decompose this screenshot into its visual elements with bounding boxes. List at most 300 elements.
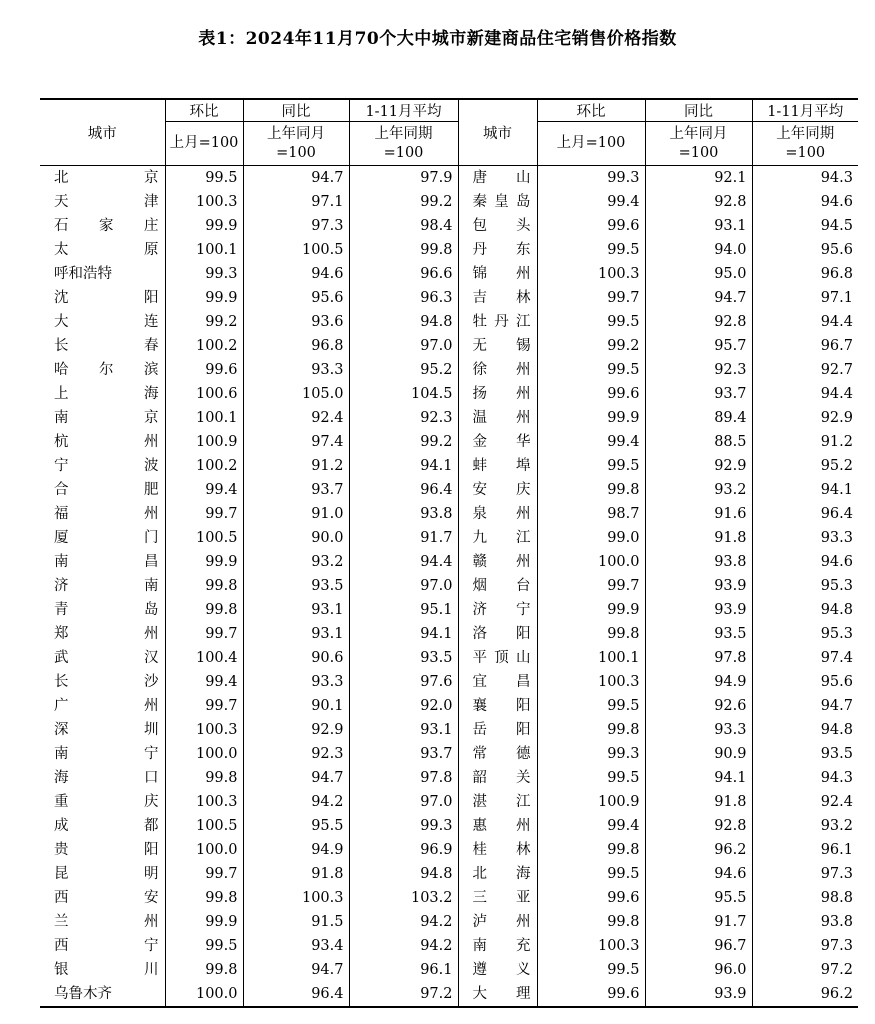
avg-cell: 95.3	[752, 574, 858, 598]
table-row	[40, 550, 858, 574]
yoy-cell: 105.0	[243, 382, 349, 406]
city-cell	[40, 598, 165, 622]
table-row	[40, 190, 858, 214]
yoy-cell: 93.2	[645, 478, 752, 502]
yoy-cell: 93.8	[645, 550, 752, 574]
mom-cell: 99.8	[537, 478, 645, 502]
city-cell	[40, 982, 165, 1007]
city-name: 重庆	[54, 794, 159, 810]
yoy-cell: 94.6	[243, 262, 349, 286]
avg-cell: 94.2	[349, 934, 458, 958]
avg-cell: 91.2	[752, 430, 858, 454]
mom-cell: 99.6	[537, 982, 645, 1007]
yoy-cell: 92.6	[645, 694, 752, 718]
yoy-base-left: 上年同月 =100	[243, 122, 349, 166]
yoy-cell: 93.3	[243, 670, 349, 694]
yoy-cell: 92.1	[645, 166, 752, 191]
yoy-cell: 97.3	[243, 214, 349, 238]
city-name: 昆明	[54, 866, 159, 882]
yoy-cell: 91.7	[645, 910, 752, 934]
mom-cell: 99.9	[165, 910, 243, 934]
city-name: 呼和浩特	[54, 266, 112, 282]
city-name: 海口	[54, 770, 159, 786]
avg-cell: 97.3	[752, 862, 858, 886]
city-cell	[458, 238, 537, 262]
mom-cell: 100.1	[537, 646, 645, 670]
table-row	[40, 766, 858, 790]
city-cell	[40, 454, 165, 478]
city-cell	[40, 406, 165, 430]
city-cell	[40, 886, 165, 910]
avg-cell: 92.7	[752, 358, 858, 382]
yoy-cell: 96.0	[645, 958, 752, 982]
city-cell	[458, 214, 537, 238]
city-cell	[458, 694, 537, 718]
mom-cell: 100.1	[165, 406, 243, 430]
city-name: 沈阳	[54, 290, 159, 306]
city-cell	[40, 718, 165, 742]
mom-cell: 99.9	[537, 598, 645, 622]
mom-cell: 99.2	[537, 334, 645, 358]
yoy-cell: 93.7	[243, 478, 349, 502]
avg-cell: 96.9	[349, 838, 458, 862]
table-row	[40, 310, 858, 334]
yoy-column-header-right: 同比	[645, 99, 752, 122]
city-name: 岳阳	[472, 722, 531, 738]
avg-cell: 94.7	[752, 694, 858, 718]
mom-cell: 99.4	[165, 478, 243, 502]
mom-cell: 100.3	[165, 718, 243, 742]
city-cell	[40, 502, 165, 526]
table-row	[40, 382, 858, 406]
price-index-table	[40, 98, 858, 1008]
yoy-cell: 95.5	[243, 814, 349, 838]
mom-cell: 99.5	[537, 238, 645, 262]
city-name: 郑州	[54, 626, 159, 642]
city-name: 大连	[54, 314, 159, 330]
city-cell	[40, 574, 165, 598]
city-name: 包头	[472, 218, 531, 234]
yoy-cell: 93.9	[645, 598, 752, 622]
table-body	[40, 166, 858, 1008]
yoy-cell: 96.2	[645, 838, 752, 862]
mom-cell: 99.7	[165, 694, 243, 718]
avg-cell: 94.8	[349, 862, 458, 886]
city-cell	[40, 238, 165, 262]
yoy-cell: 91.5	[243, 910, 349, 934]
avg-cell: 97.6	[349, 670, 458, 694]
mom-cell: 100.1	[165, 238, 243, 262]
yoy-cell: 92.8	[645, 310, 752, 334]
avg-cell: 95.2	[349, 358, 458, 382]
city-cell	[40, 766, 165, 790]
yoy-cell: 93.1	[645, 214, 752, 238]
yoy-cell: 97.4	[243, 430, 349, 454]
yoy-cell: 92.3	[243, 742, 349, 766]
city-name: 常德	[472, 746, 531, 762]
mom-cell: 98.7	[537, 502, 645, 526]
yoy-cell: 97.8	[645, 646, 752, 670]
city-name: 桂林	[472, 842, 531, 858]
avg-base-left: 上年同期 =100	[349, 122, 458, 166]
table-row	[40, 958, 858, 982]
table-row	[40, 694, 858, 718]
city-cell	[40, 814, 165, 838]
yoy-cell: 95.0	[645, 262, 752, 286]
mom-cell: 99.8	[537, 718, 645, 742]
avg-base-right: 上年同期 =100	[752, 122, 858, 166]
city-name: 宁波	[54, 458, 159, 474]
avg-cell: 97.2	[349, 982, 458, 1007]
avg-cell: 94.4	[752, 382, 858, 406]
city-name: 合肥	[54, 482, 159, 498]
mom-cell: 100.9	[537, 790, 645, 814]
city-cell	[458, 358, 537, 382]
city-cell	[40, 358, 165, 382]
mom-cell: 100.9	[165, 430, 243, 454]
yoy-cell: 95.5	[645, 886, 752, 910]
city-name: 西宁	[54, 938, 159, 954]
yoy-cell: 92.8	[645, 190, 752, 214]
yoy-cell: 92.3	[645, 358, 752, 382]
city-name: 济南	[54, 578, 159, 594]
city-name: 长沙	[54, 674, 159, 690]
mom-cell: 99.3	[165, 262, 243, 286]
mom-cell: 99.5	[165, 934, 243, 958]
city-name: 赣州	[472, 554, 531, 570]
city-cell	[40, 478, 165, 502]
avg-cell: 92.9	[752, 406, 858, 430]
mom-cell: 99.5	[537, 454, 645, 478]
city-name: 青岛	[54, 602, 159, 618]
city-cell	[40, 334, 165, 358]
avg-cell: 96.1	[349, 958, 458, 982]
avg-cell: 95.6	[752, 238, 858, 262]
mom-cell: 99.8	[165, 574, 243, 598]
mom-cell: 99.5	[165, 166, 243, 191]
yoy-cell: 91.6	[645, 502, 752, 526]
city-name: 锦州	[472, 266, 531, 282]
avg-cell: 94.8	[349, 310, 458, 334]
yoy-cell: 94.9	[243, 838, 349, 862]
city-name: 南充	[472, 938, 531, 954]
city-cell	[458, 670, 537, 694]
city-cell	[40, 934, 165, 958]
mom-cell: 99.9	[165, 286, 243, 310]
city-cell	[458, 886, 537, 910]
table-row	[40, 622, 858, 646]
yoy-cell: 91.8	[645, 526, 752, 550]
avg-cell: 94.4	[349, 550, 458, 574]
city-cell	[40, 646, 165, 670]
yoy-cell: 93.5	[243, 574, 349, 598]
city-cell	[40, 694, 165, 718]
city-name: 石家庄	[54, 218, 159, 234]
mom-base-right: 上月=100	[537, 122, 645, 166]
city-name: 唐山	[472, 170, 531, 186]
city-name: 牡丹江	[472, 314, 531, 330]
mom-column-header-left: 环比	[165, 99, 243, 122]
city-name: 南宁	[54, 746, 159, 762]
city-cell	[458, 334, 537, 358]
city-column-header-right: 城市	[458, 99, 537, 166]
city-name: 兰州	[54, 914, 159, 930]
avg-cell: 94.6	[752, 190, 858, 214]
mom-cell: 99.6	[537, 214, 645, 238]
city-cell	[40, 286, 165, 310]
city-name: 徐州	[472, 362, 531, 378]
city-name: 杭州	[54, 434, 159, 450]
avg-cell: 94.5	[752, 214, 858, 238]
yoy-column-header-left: 同比	[243, 99, 349, 122]
avg-cell: 96.7	[752, 334, 858, 358]
table-row	[40, 718, 858, 742]
mom-cell: 99.9	[165, 550, 243, 574]
mom-cell: 100.0	[165, 982, 243, 1007]
table-row	[40, 286, 858, 310]
mom-cell: 99.5	[537, 958, 645, 982]
avg-cell: 99.8	[349, 238, 458, 262]
city-cell	[40, 622, 165, 646]
city-cell	[458, 550, 537, 574]
mom-cell: 99.3	[537, 742, 645, 766]
mom-cell: 99.5	[537, 694, 645, 718]
yoy-cell: 92.9	[645, 454, 752, 478]
avg-cell: 93.1	[349, 718, 458, 742]
mom-cell: 99.6	[537, 886, 645, 910]
avg-cell: 97.0	[349, 574, 458, 598]
city-name: 厦门	[54, 530, 159, 546]
yoy-cell: 94.7	[645, 286, 752, 310]
city-cell	[40, 214, 165, 238]
avg-cell: 94.1	[349, 622, 458, 646]
city-name: 北海	[472, 866, 531, 882]
city-name: 成都	[54, 818, 159, 834]
city-name: 哈尔滨	[54, 362, 159, 378]
city-name: 金华	[472, 434, 531, 450]
mom-cell: 100.3	[165, 190, 243, 214]
city-column-header-left: 城市	[40, 99, 165, 166]
city-name: 安庆	[472, 482, 531, 498]
city-cell	[458, 406, 537, 430]
city-name: 无锡	[472, 338, 531, 354]
avg-cell: 104.5	[349, 382, 458, 406]
mom-column-header-right: 环比	[537, 99, 645, 122]
avg-cell: 94.3	[752, 766, 858, 790]
city-cell	[40, 430, 165, 454]
mom-cell: 99.5	[537, 310, 645, 334]
yoy-cell: 90.0	[243, 526, 349, 550]
mom-cell: 99.0	[537, 526, 645, 550]
avg-column-header-left: 1-11月平均	[349, 99, 458, 122]
city-name: 宜昌	[472, 674, 531, 690]
mom-cell: 100.2	[165, 334, 243, 358]
avg-cell: 99.2	[349, 430, 458, 454]
avg-cell: 96.8	[752, 262, 858, 286]
yoy-cell: 94.1	[645, 766, 752, 790]
mom-cell: 99.8	[165, 766, 243, 790]
city-name: 温州	[472, 410, 531, 426]
city-cell	[458, 478, 537, 502]
mom-cell: 100.0	[165, 742, 243, 766]
yoy-cell: 93.4	[243, 934, 349, 958]
avg-cell: 95.1	[349, 598, 458, 622]
city-cell	[458, 574, 537, 598]
yoy-cell: 92.4	[243, 406, 349, 430]
table-row	[40, 430, 858, 454]
city-name: 长春	[54, 338, 159, 354]
city-cell	[458, 454, 537, 478]
city-name: 广州	[54, 698, 159, 714]
avg-cell: 94.8	[752, 598, 858, 622]
city-name: 蚌埠	[472, 458, 531, 474]
yoy-cell: 93.1	[243, 598, 349, 622]
city-name: 北京	[54, 170, 159, 186]
mom-cell: 100.3	[537, 670, 645, 694]
city-cell	[458, 982, 537, 1007]
city-name: 扬州	[472, 386, 531, 402]
avg-cell: 103.2	[349, 886, 458, 910]
avg-cell: 97.1	[752, 286, 858, 310]
city-name: 烟台	[472, 578, 531, 594]
mom-cell: 100.3	[165, 790, 243, 814]
city-cell	[40, 790, 165, 814]
yoy-cell: 97.1	[243, 190, 349, 214]
avg-cell: 95.2	[752, 454, 858, 478]
table-row	[40, 574, 858, 598]
avg-cell: 97.9	[349, 166, 458, 191]
mom-cell: 99.6	[165, 358, 243, 382]
yoy-cell: 94.9	[645, 670, 752, 694]
yoy-cell: 96.7	[645, 934, 752, 958]
city-name: 九江	[472, 530, 531, 546]
city-cell	[458, 790, 537, 814]
yoy-cell: 94.2	[243, 790, 349, 814]
avg-cell: 94.4	[752, 310, 858, 334]
avg-cell: 94.2	[349, 910, 458, 934]
city-name: 襄阳	[472, 698, 531, 714]
city-name: 南昌	[54, 554, 159, 570]
avg-cell: 99.3	[349, 814, 458, 838]
city-cell	[458, 166, 537, 191]
table-row	[40, 862, 858, 886]
mom-cell: 100.5	[165, 526, 243, 550]
avg-cell: 97.8	[349, 766, 458, 790]
table-row	[40, 838, 858, 862]
city-name: 平顶山	[472, 650, 531, 666]
city-cell	[458, 646, 537, 670]
yoy-cell: 95.6	[243, 286, 349, 310]
yoy-cell: 96.8	[243, 334, 349, 358]
avg-cell: 94.1	[349, 454, 458, 478]
table-row	[40, 982, 858, 1007]
mom-cell: 99.7	[165, 862, 243, 886]
city-name: 西安	[54, 890, 159, 906]
city-name: 银川	[54, 962, 159, 978]
city-name: 遵义	[472, 962, 531, 978]
table-row	[40, 334, 858, 358]
mom-cell: 100.6	[165, 382, 243, 406]
city-name: 武汉	[54, 650, 159, 666]
city-cell	[40, 910, 165, 934]
yoy-cell: 93.7	[645, 382, 752, 406]
yoy-cell: 88.5	[645, 430, 752, 454]
avg-cell: 97.3	[752, 934, 858, 958]
yoy-cell: 93.3	[645, 718, 752, 742]
avg-cell: 94.6	[752, 550, 858, 574]
mom-cell: 100.0	[537, 550, 645, 574]
city-name: 大理	[472, 986, 531, 1002]
mom-cell: 99.3	[537, 166, 645, 191]
yoy-cell: 96.4	[243, 982, 349, 1007]
avg-cell: 96.6	[349, 262, 458, 286]
city-cell	[458, 766, 537, 790]
table-row	[40, 742, 858, 766]
table-row	[40, 598, 858, 622]
city-cell	[40, 382, 165, 406]
mom-cell: 99.7	[165, 502, 243, 526]
mom-cell: 99.8	[537, 838, 645, 862]
city-cell	[40, 526, 165, 550]
avg-cell: 92.3	[349, 406, 458, 430]
table-row	[40, 886, 858, 910]
mom-cell: 99.4	[537, 190, 645, 214]
avg-cell: 97.2	[752, 958, 858, 982]
avg-cell: 95.3	[752, 622, 858, 646]
yoy-cell: 94.6	[645, 862, 752, 886]
mom-cell: 100.3	[537, 262, 645, 286]
city-name: 三亚	[472, 890, 531, 906]
avg-column-header-right: 1-11月平均	[752, 99, 858, 122]
city-cell	[40, 310, 165, 334]
table-row	[40, 358, 858, 382]
yoy-cell: 91.8	[243, 862, 349, 886]
mom-cell: 100.0	[165, 838, 243, 862]
city-cell	[458, 262, 537, 286]
mom-cell: 99.7	[537, 286, 645, 310]
city-cell	[458, 286, 537, 310]
yoy-cell: 90.1	[243, 694, 349, 718]
mom-cell: 99.4	[537, 430, 645, 454]
mom-cell: 99.6	[537, 382, 645, 406]
mom-cell: 99.9	[165, 214, 243, 238]
city-name: 秦皇岛	[472, 194, 531, 210]
city-cell	[458, 814, 537, 838]
city-cell	[40, 958, 165, 982]
avg-cell: 93.3	[752, 526, 858, 550]
city-cell	[458, 430, 537, 454]
yoy-cell: 89.4	[645, 406, 752, 430]
mom-cell: 99.4	[165, 670, 243, 694]
mom-cell: 100.4	[165, 646, 243, 670]
mom-cell: 99.5	[537, 358, 645, 382]
page-title: 表1：2024年11月70个大中城市新建商品住宅销售价格指数	[198, 29, 677, 49]
yoy-cell: 93.3	[243, 358, 349, 382]
mom-cell: 99.7	[537, 574, 645, 598]
yoy-cell: 92.8	[645, 814, 752, 838]
yoy-cell: 94.7	[243, 958, 349, 982]
city-cell	[40, 550, 165, 574]
avg-cell: 95.6	[752, 670, 858, 694]
avg-cell: 92.4	[752, 790, 858, 814]
city-cell	[40, 190, 165, 214]
city-name: 福州	[54, 506, 159, 522]
table-row	[40, 478, 858, 502]
avg-cell: 96.1	[752, 838, 858, 862]
avg-cell: 91.7	[349, 526, 458, 550]
yoy-cell: 93.9	[645, 574, 752, 598]
city-cell	[458, 958, 537, 982]
